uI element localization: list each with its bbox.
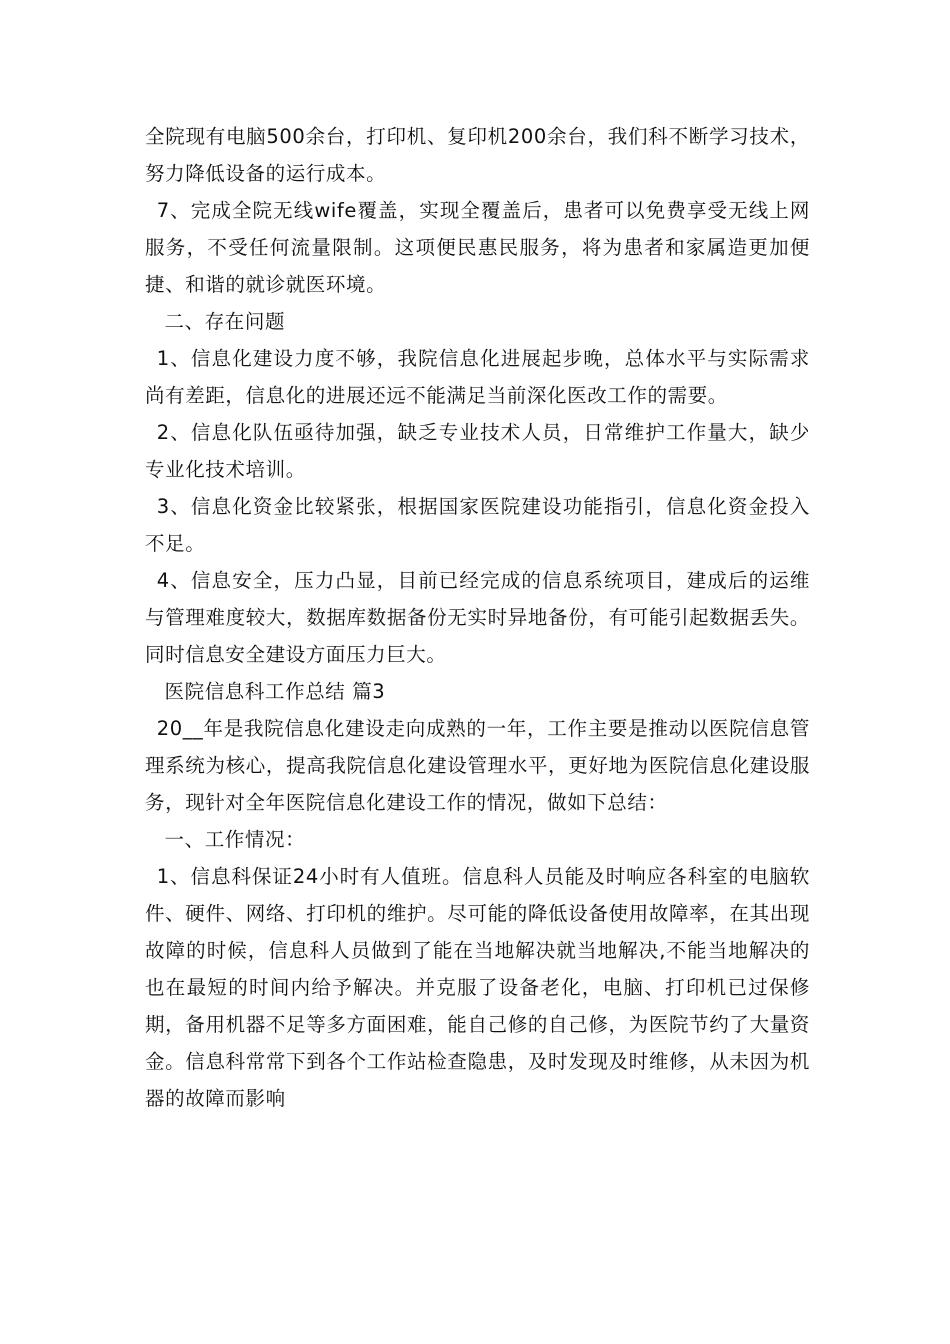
- paragraph-work-item-1: 1、信息科保证24小时有人值班。信息科人员能及时响应各科室的电脑软件、硬件、网络、打印机的维护。尽可能的降低设备使用故障率，在其出现故障的时候，信息科人员做到了能在当地解决就当地解决,不能当地解决的也在最短的时间内给予解决。并克服了设备老化，电脑、打印机已过保修期，备用机器不足等多方面困难，能自己修的自己修，为医院节约了大量资金。信息科常常下到各个工作站检查隐患，及时发现及时维修，从未因为机器的故障而影响: [145, 865, 810, 1110]
- paragraph-annual-intro: 20__年是我院信息化建设走向成熟的一年，工作主要是推动以医院信息管理系统为核心，提高我院信息化建设管理水平，更好地为医院信息化建设服务，现针对全年医院信息化建设工作的情况，做如下总结：: [145, 717, 810, 814]
- paragraph-problem-2: 2、信息化队伍亟待加强，缺乏专业技术人员，日常维护工作量大，缺少专业化技术培训。: [145, 421, 810, 481]
- document-body: [145, 118, 810, 1117]
- paragraph-problem-3: 3、信息化资金比较紧张，根据国家医院建设功能指引，信息化资金投入不足。: [145, 495, 810, 555]
- paragraph-problem-1: 1、信息化建设力度不够，我院信息化进展起步晚，总体水平与实际需求尚有差距，信息化的进展还远不能满足当前深化医改工作的需要。: [145, 347, 810, 407]
- heading-existing-problems: 二、存在问题: [164, 310, 286, 333]
- heading-work-status: 一、工作情况：: [164, 828, 306, 851]
- heading-summary-part-3: 医院信息科工作总结 篇3: [164, 680, 386, 703]
- paragraph-problem-4: 4、信息安全，压力凸显，目前已经完成的信息系统项目，建成后的运维与管理难度较大，数据库数据备份无实时异地备份，有可能引起数据丢失。同时信息安全建设方面压力巨大。: [145, 569, 810, 666]
- paragraph-wifi-coverage: 7、完成全院无线wife覆盖，实现全覆盖后，患者可以免费享受无线上网服务，不受任何流量限制。这项便民惠民服务，将为患者和家属造更加便捷、和谐的就诊就医环境。: [145, 199, 810, 296]
- paragraph-computer-count: 全院现有电脑500余台，打印机、复印机200余台，我们科不断学习技术，努力降低设备的运行成本。: [145, 125, 810, 185]
